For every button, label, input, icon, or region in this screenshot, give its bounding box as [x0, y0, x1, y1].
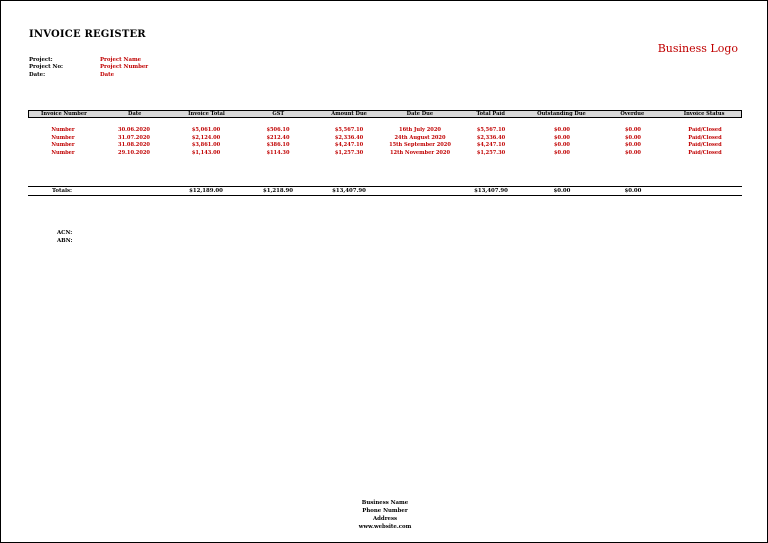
column-header: GST: [272, 111, 285, 117]
totals-label: Totals:: [52, 188, 73, 194]
column-header: Amount Due: [331, 111, 367, 117]
totals-cell: $13,407.90: [474, 188, 508, 194]
table-cell: Paid/Closed: [688, 134, 722, 141]
table-row: [28, 134, 742, 142]
table-row: [28, 126, 742, 134]
column-header: Overdue: [620, 111, 645, 117]
page-title: INVOICE REGISTER: [29, 29, 146, 40]
table-cell: $1,257.30: [334, 150, 364, 157]
acn-label: ACN:: [57, 230, 73, 236]
footer: [1, 500, 768, 532]
totals-row: [28, 186, 742, 196]
table-cell: $5,567.10: [476, 126, 506, 133]
table-cell: $5,061.00: [191, 126, 221, 133]
totals-cell: $12,189.00: [189, 188, 223, 194]
table-row: [28, 149, 742, 157]
table-cell: $0.00: [554, 126, 570, 133]
footer-phone: Phone Number: [362, 508, 408, 514]
table-cell: $4,247.10: [476, 142, 506, 149]
table-cell: 16th July 2020: [399, 126, 441, 133]
business-logo: Business Logo: [657, 42, 738, 55]
company-ids: [57, 230, 72, 246]
totals-cell: $1,218.90: [262, 188, 293, 194]
invoice-table: [28, 110, 742, 157]
table-cell: Number: [51, 150, 75, 157]
table-cell: $2,124.00: [191, 134, 221, 141]
column-header: Invoice Total: [188, 111, 225, 117]
table-cell: 24th August 2020: [394, 134, 446, 141]
table-cell: $0.00: [554, 150, 570, 157]
table-cell: Paid/Closed: [688, 126, 722, 133]
table-cell: $1,257.30: [476, 150, 506, 157]
project-meta: [29, 57, 148, 79]
meta-label: Date:: [29, 71, 46, 78]
table-cell: 31.08.2020: [118, 142, 150, 149]
meta-label: Project No:: [29, 64, 64, 71]
meta-label: Project:: [29, 57, 53, 63]
table-cell: $0.00: [554, 134, 570, 141]
table-cell: 30.06.2020: [118, 126, 150, 133]
table-cell: $0.00: [625, 134, 641, 141]
column-header: Invoice Status: [683, 111, 725, 117]
meta-row-project: [29, 57, 148, 64]
table-cell: $3,861.00: [191, 142, 221, 149]
meta-value: Date: [100, 71, 115, 78]
totals-cell: $0.00: [553, 188, 571, 194]
abn-label: ABN:: [57, 238, 73, 244]
table-cell: 12th November 2020: [390, 150, 450, 157]
footer-website: www.website.com: [358, 524, 412, 530]
table-cell: $386.10: [266, 142, 290, 149]
table-header: [28, 110, 742, 118]
meta-value: Project Number: [100, 64, 149, 71]
table-cell: $5,567.10: [334, 126, 364, 133]
table-cell: $506.10: [266, 126, 290, 133]
table-cell: $2,336.40: [476, 134, 506, 141]
column-header: Invoice Number: [41, 111, 87, 117]
meta-row-project-no: [29, 64, 148, 71]
table-cell: 31.07.2020: [118, 134, 150, 141]
table-cell: $0.00: [625, 142, 641, 149]
meta-row-date: [29, 72, 148, 79]
totals-cell: $0.00: [624, 188, 642, 194]
table-cell: $1,143.00: [191, 150, 221, 157]
table-cell: $114.30: [266, 150, 290, 157]
footer-business-name: Business Name: [361, 500, 409, 506]
table-cell: Paid/Closed: [688, 150, 722, 157]
table-cell: $0.00: [625, 126, 641, 133]
table-cell: $2,336.40: [334, 134, 364, 141]
table-cell: 15th September 2020: [389, 142, 451, 149]
table-row: [28, 142, 742, 150]
column-header: Date Due: [406, 111, 434, 117]
table-cell: $4,247.10: [334, 142, 364, 149]
column-header: Outstanding Due: [537, 111, 586, 117]
table-cell: Number: [51, 142, 75, 149]
table-cell: $0.00: [554, 142, 570, 149]
table-cell: Number: [51, 126, 75, 133]
meta-value: Project Name: [100, 57, 142, 63]
table-cell: Paid/Closed: [688, 142, 722, 149]
column-header: Date: [128, 111, 142, 117]
table-cell: Number: [51, 134, 75, 141]
table-cell: $212.40: [266, 134, 290, 141]
totals-cell: $13,407.90: [332, 188, 366, 194]
column-header: Total Paid: [476, 111, 505, 117]
table-cell: 29.10.2020: [118, 150, 150, 157]
footer-address: Address: [372, 516, 398, 522]
table-cell: $0.00: [625, 150, 641, 157]
table-body: [28, 126, 742, 157]
